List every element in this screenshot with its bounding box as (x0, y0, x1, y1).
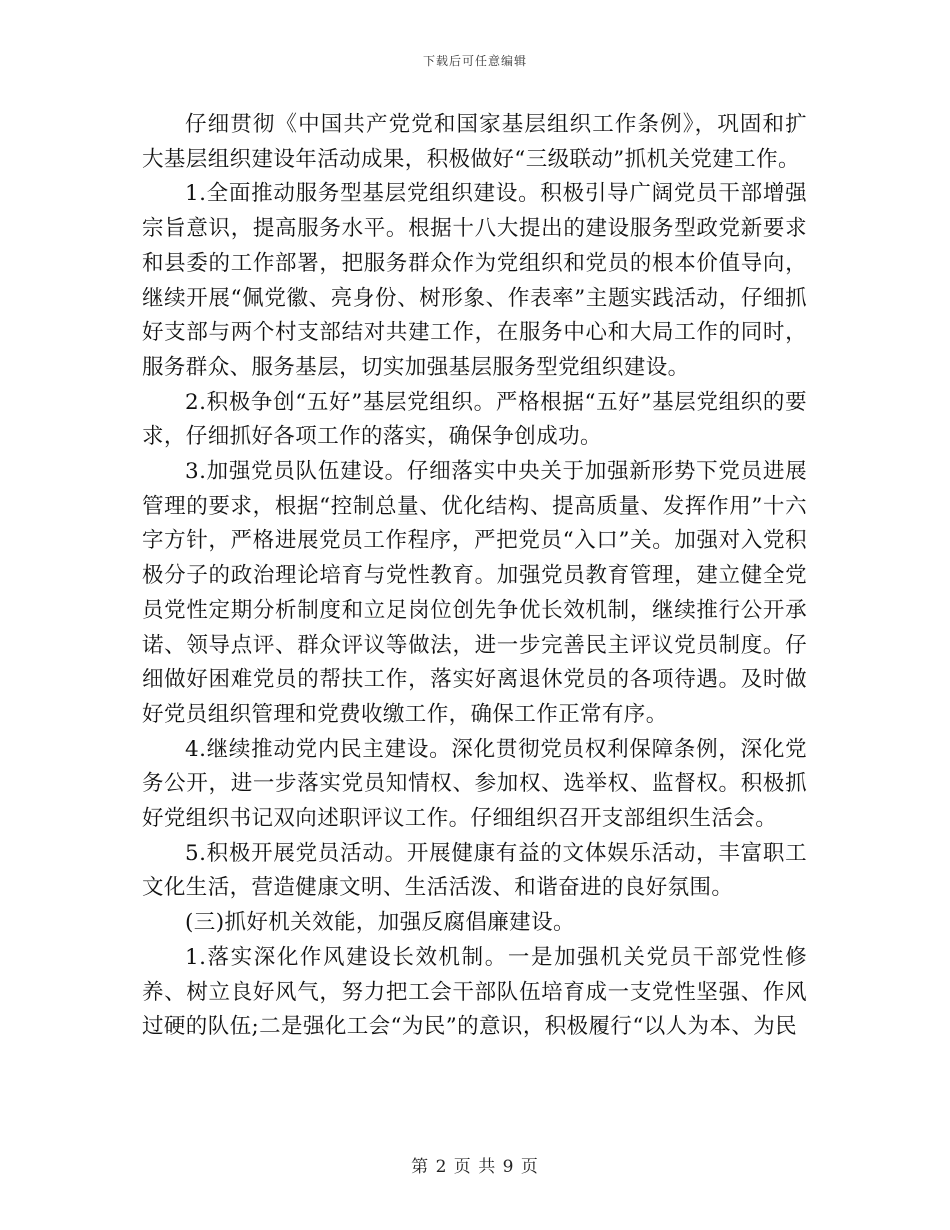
document-body (142, 108, 807, 1045)
paragraph-item-4: 4.继续推动党内民主建设。深化贯彻党员权利保障条例，深化党务公开，进一步落实党员知情权、参加权、选举权、监督权。积极抓好党组织书记双向述职评议工作。仔细组织召开支部组织生活会。 (142, 736, 807, 832)
page-number-footer: 第 2 页 共 9 页 (411, 1157, 539, 1177)
paragraph-section3-item-1: 1.落实深化作风建设长效机制。一是加强机关党员干部党性修养、树立良好风气，努力把工会干部队伍培育成一支党性坚强、作风过硬的队伍;二是强化工会“为民”的意识，积极履行“以人为本、为民 (142, 944, 807, 1040)
paragraph-item-3: 3.加强党员队伍建设。仔细落实中央关于加强新形势下党员进展管理的要求，根据“控制总量、优化结构、提高质量、发挥作用”十六字方针，严格进展党员工作程序，严把党员“入口”关。加强对入党积极分子的政治理论培育与党性教育。加强党员教育管理，建立健全党员党性定期分析制度和立足岗位创先争优长效机制，继续推行公开承诺、领导点评、群众评议等做法，进一步完善民主评议党员制度。仔细做好困难党员的帮扶工作，落实好离退休党员的各项待遇。及时做好党员组织管理和党费收缴工作，确保工作正常有序。 (142, 459, 807, 727)
paragraph-item-2: 2.积极争创“五好”基层党组织。严格根据“五好”基层党组织的要求，仔细抓好各项工作的落实，确保争创成功。 (142, 389, 807, 450)
paragraph-item-1: 1.全面推动服务型基层党组织建设。积极引导广阔党员干部增强宗旨意识，提高服务水平。根据十八大提出的建设服务型政党新要求和县委的工作部署，把服务群众作为党组织和党员的根本价值导向，继续开展“佩党徽、亮身份、树形象、作表率”主题实践活动，仔细抓好支部与两个村支部结对共建工作，在服务中心和大局工作的同时，服务群众、服务基层，切实加强基层服务型党组织建设。 (142, 181, 807, 380)
page-header: 下载后可任意编辑 (422, 54, 527, 68)
paragraph-intro: 仔细贯彻《中国共产党党和国家基层组织工作条例》，巩固和扩大基层组织建设年活动成果，积极做好“三级联动”抓机关党建工作。 (142, 112, 807, 172)
section-heading-3: (三)抓好机关效能，加强反腐倡廉建设。 (185, 910, 575, 936)
paragraph-item-5: 5.积极开展党员活动。开展健康有益的文体娱乐活动，丰富职工文化生活，营造健康文明、生活活泼、和谐奋进的良好氛围。 (142, 840, 807, 901)
